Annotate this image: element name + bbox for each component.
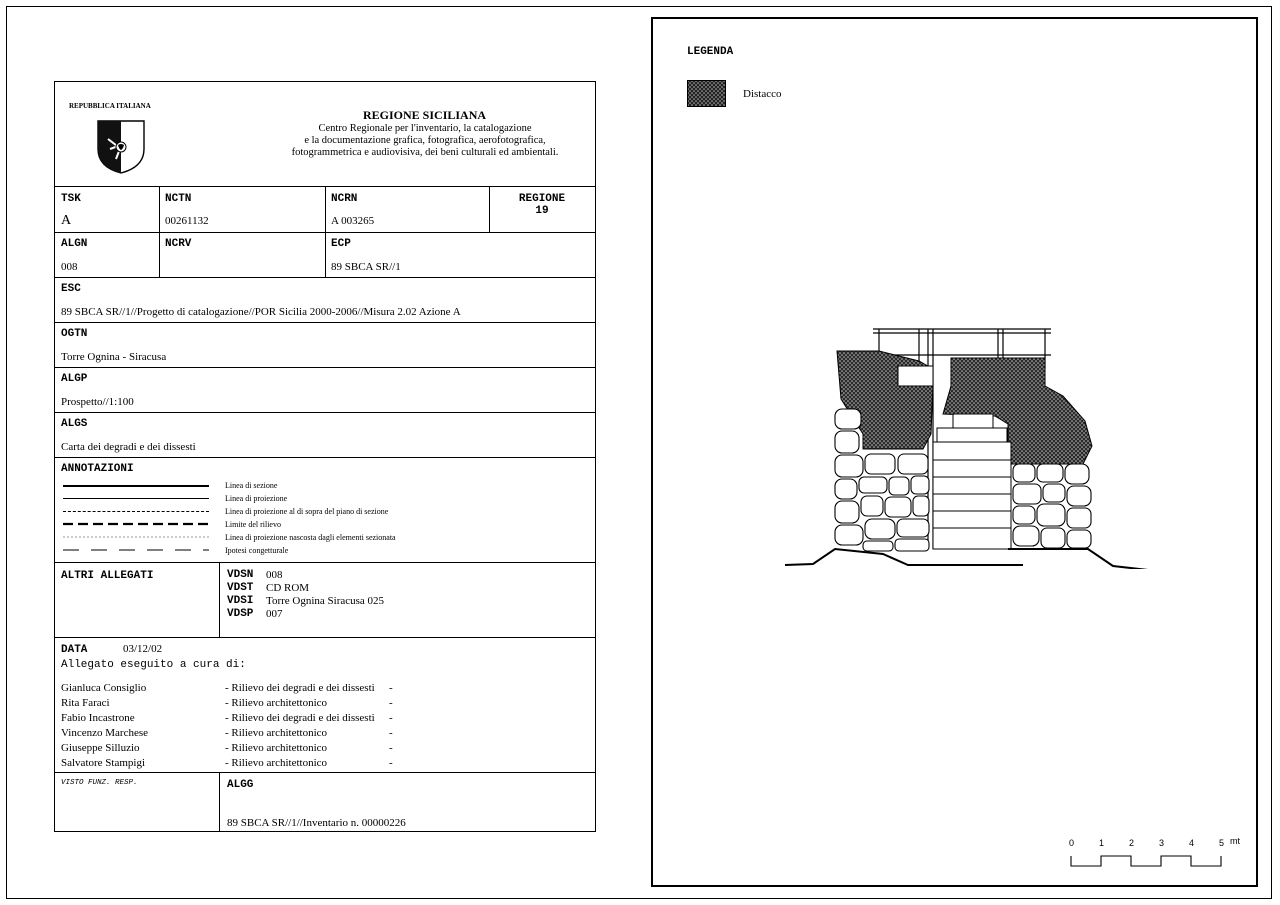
ncrn-value: A 003265 <box>331 215 375 227</box>
person-role-2: - Rilievo architettonico <box>225 697 328 709</box>
person-dash-4: - <box>389 727 393 739</box>
annotation-text-5: Linea di proiezione nascosta dagli elementi sezionata <box>225 533 396 542</box>
line-sample-limit <box>63 522 209 526</box>
subtitle-line-1: Centro Regionale per l'inventario, la catalogazione <box>318 123 532 134</box>
esc-value: 89 SBCA SR//1//Progetto di catalogazione//POR Sicilia 2000-2006//Misura 2.02 Azione A <box>61 306 461 318</box>
legend-title: LEGENDA <box>687 46 734 58</box>
subtitle-line-2: e la documentazione grafica, fotografica, aerofotografica, <box>304 135 546 146</box>
person-name-6: Salvatore Stampigi <box>61 757 146 769</box>
line-sample-projection-above <box>63 511 209 512</box>
scale-tick-5: 5 <box>1219 838 1225 848</box>
person-dash-1: - <box>389 682 393 694</box>
drawing-frame <box>651 17 1258 887</box>
distacco-swatch-icon <box>687 80 727 108</box>
person-name-4: Vincenzo Marchese <box>61 727 148 739</box>
subtitle-line-3: fotogrammetrica e audiovisiva, dei beni culturali ed ambientali. <box>291 147 559 158</box>
vdsi-value: Torre Ognina Siracusa 025 <box>266 595 385 607</box>
line-sample-hidden <box>63 535 209 539</box>
vdst-code: VDST <box>227 582 254 594</box>
scale-tick-1: 1 <box>1099 838 1105 848</box>
scale-unit: mt <box>1230 836 1240 846</box>
ecp-label: ECP <box>331 238 351 250</box>
vdsp-code: VDSP <box>227 608 254 620</box>
annotation-text-2: Linea di proiezione <box>225 494 288 503</box>
algn-label: ALGN <box>61 238 88 250</box>
line-sample-section <box>63 485 209 487</box>
tower-elevation-drawing <box>783 324 1153 569</box>
ncrv-label: NCRV <box>165 238 192 250</box>
algs-label: ALGS <box>61 418 88 430</box>
vdsn-code: VDSN <box>227 569 254 581</box>
nctn-value: 00261132 <box>165 215 209 227</box>
annotation-text-3: Linea di proiezione al di sopra del piano di sezione <box>225 507 389 516</box>
person-dash-3: - <box>389 712 393 724</box>
ogtn-value: Torre Ognina - Siracusa <box>61 351 167 363</box>
nctn-label: NCTN <box>165 193 192 205</box>
algs-value: Carta dei degradi e dei dissesti <box>61 441 196 453</box>
tsk-value: A <box>61 213 72 228</box>
person-role-4: - Rilievo architettonico <box>225 727 328 739</box>
region-emblem-icon <box>96 119 146 175</box>
line-sample-conjectural <box>63 548 209 552</box>
tsk-label: TSK <box>61 193 81 205</box>
cura-label: Allegato eseguito a cura di: <box>61 659 246 671</box>
vdsn-value: 008 <box>266 569 283 581</box>
algg-label: ALGG <box>227 779 254 791</box>
regione-label: REGIONE <box>518 193 566 205</box>
person-role-1: - Rilievo dei degradi e dei dissesti <box>225 682 375 694</box>
person-name-3: Fabio Incastrone <box>61 712 135 724</box>
annotation-text-1: Linea di sezione <box>225 481 278 490</box>
person-name-5: Giuseppe Silluzio <box>61 742 140 754</box>
scale-tick-4: 4 <box>1189 838 1195 848</box>
catalogue-card <box>54 81 596 832</box>
republic-label: REPUBBLICA ITALIANA <box>69 102 151 110</box>
visto-label: VISTO FUNZ. RESP. <box>61 779 138 787</box>
person-name-1: Gianluca Consiglio <box>61 682 147 694</box>
vdsp-value: 007 <box>266 608 283 620</box>
person-role-5: - Rilievo architettonico <box>225 742 328 754</box>
scale-tick-0: 0 <box>1069 838 1075 848</box>
scale-tick-3: 3 <box>1159 838 1165 848</box>
scale-tick-2: 2 <box>1129 838 1135 848</box>
vdst-value: CD ROM <box>266 582 310 594</box>
altri-allegati-label: ALTRI ALLEGATI <box>61 570 154 582</box>
algp-value: Prospetto//1:100 <box>61 396 134 408</box>
legend-item-distacco: Distacco <box>743 88 782 100</box>
ecp-value: 89 SBCA SR//1 <box>331 261 401 273</box>
data-value: 03/12/02 <box>123 643 163 655</box>
person-dash-6: - <box>389 757 393 769</box>
ogtn-label: OGTN <box>61 328 88 340</box>
person-role-6: - Rilievo architettonico <box>225 757 328 769</box>
person-role-3: - Rilievo dei degradi e dei dissesti <box>225 712 375 724</box>
line-sample-projection <box>63 498 209 499</box>
vdsi-code: VDSI <box>227 595 254 607</box>
graphic-scale-bar <box>1067 852 1227 870</box>
algn-value: 008 <box>61 261 78 273</box>
esc-label: ESC <box>61 283 81 295</box>
data-label: DATA <box>61 644 88 656</box>
regione-value: 19 <box>535 205 549 217</box>
ncrn-label: NCRN <box>331 193 358 205</box>
algg-value: 89 SBCA SR//1//Inventario n. 00000226 <box>227 817 406 829</box>
annotation-text-4: Limite del rilievo <box>225 520 281 529</box>
annotation-text-6: Ipotesi congetturale <box>225 546 289 555</box>
annotazioni-label: ANNOTAZIONI <box>61 463 134 475</box>
person-name-2: Rita Faraci <box>61 697 110 709</box>
algp-label: ALGP <box>61 373 88 385</box>
person-dash-5: - <box>389 742 393 754</box>
person-dash-2: - <box>389 697 393 709</box>
region-title: REGIONE SICILIANA <box>363 108 487 122</box>
